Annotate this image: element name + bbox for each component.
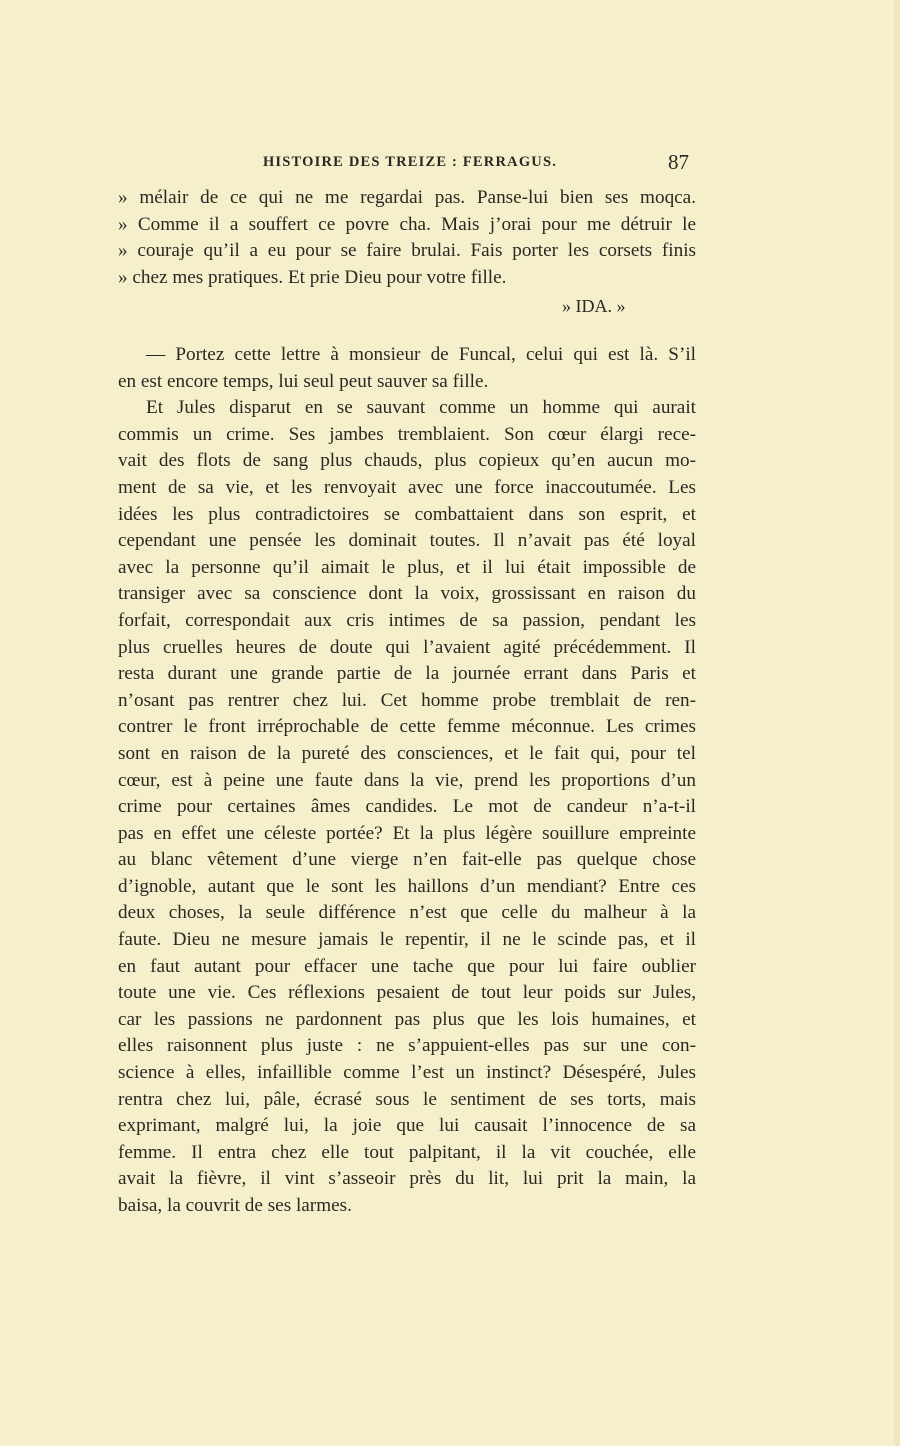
- letter-line: » Comme il a souffert ce povre cha. Mais j’orai pour me détruir le: [118, 213, 696, 235]
- letter-line: » mélair de ce qui ne me regardai pas. Panse-lui bien ses moqca.: [118, 187, 696, 208]
- text-line: cependant une pensée les dominait toutes. Il n’avait pas été loyal: [118, 530, 696, 552]
- paragraph: [118, 342, 696, 395]
- text-line: Et Jules disparut en se sauvant comme un homme qui aurait: [146, 397, 696, 419]
- text-line: science à elles, infaillible comme l’est un instinct? Désespéré, Jules: [118, 1062, 696, 1084]
- text-line: vait des flots de sang plus chauds, plus copieux qu’en aucun mo-: [118, 450, 696, 472]
- paragraph: [118, 395, 696, 1219]
- text-line: deux choses, la seule différence n’est que celle du malheur à la: [118, 902, 696, 924]
- text-line: plus cruelles heures de doute qui l’avaient agité précédemment. Il: [118, 636, 696, 658]
- text-line: — Portez cette lettre à monsieur de Funcal, celui qui est là. S’il: [146, 344, 696, 365]
- text-line: resta durant une grande partie de la journée errant dans Paris et: [118, 663, 696, 685]
- text-line: elles raisonnent plus juste : ne s’appuient-elles pas sur une con-: [118, 1035, 696, 1057]
- text-line: pas en effet une céleste portée? Et la plus légère souillure empreinte: [118, 822, 696, 844]
- running-title: HISTOIRE DES TREIZE : FERRAGUS.: [262, 154, 558, 170]
- text-line: contrer le front irréprochable de cette femme méconnue. Les crimes: [118, 716, 696, 738]
- letter-signature: » IDA. »: [562, 296, 626, 316]
- text-line: cœur, est à peine une faute dans la vie, prend les proportions d’un: [118, 769, 696, 791]
- text-line: sont en raison de la pureté des consciences, et le fait qui, pour tel: [118, 742, 696, 764]
- text-line: forfait, correspondait aux cris intimes de sa passion, pendant les: [118, 609, 696, 631]
- text-line: commis un crime. Ses jambes tremblaient. Son cœur élargi rece-: [118, 423, 696, 445]
- text-line: faute. Dieu ne mesure jamais le repentir, il ne le scinde pas, et il: [118, 929, 696, 951]
- letter-line: » couraje qu’il a eu pour se faire brulai. Fais porter les corsets finis: [118, 240, 696, 262]
- page-edge: [894, 0, 900, 1446]
- text-line: en est encore temps, lui seul peut sauver sa fille.: [118, 370, 489, 392]
- text-line: avait la fièvre, il vint s’asseoir près du lit, lui prit la main, la: [118, 1168, 696, 1190]
- text-line: toute une vie. Ces réflexions pesaient de tout leur poids sur Jules,: [118, 982, 696, 1004]
- text-line: baisa, la couvrit de ses larmes.: [118, 1195, 352, 1216]
- text-line: exprimant, malgré lui, la joie que lui causait l’innocence de sa: [118, 1115, 696, 1137]
- text-line: d’ignoble, autant que le sont les haillons d’un mendiant? Entre ces: [118, 875, 696, 897]
- text-line: n’osant pas rentrer chez lui. Cet homme probe tremblait de ren-: [118, 689, 696, 711]
- text-line: avec la personne qu’il aimait le plus, et il lui était impossible de: [118, 556, 696, 578]
- page-number: 87: [668, 150, 689, 174]
- text-line: au blanc vêtement d’une vierge n’en fait-elle pas quelque chose: [118, 849, 696, 871]
- letter-line: » chez mes pratiques. Et prie Dieu pour votre fille.: [118, 266, 507, 288]
- body-text: [118, 342, 696, 1220]
- text-line: rentra chez lui, pâle, écrasé sous le sentiment de ses torts, mais: [118, 1088, 696, 1110]
- text-line: crime pour certaines âmes candides. Le mot de candeur n’a-t-il: [118, 796, 696, 818]
- text-line: idées les plus contradictoires se combattaient dans son esprit, et: [118, 503, 696, 525]
- text-line: en faut autant pour effacer une tache que pour lui faire oublier: [118, 955, 696, 977]
- text-line: ment de sa vie, et les renvoyait avec une force inaccoutumée. Les: [118, 476, 696, 498]
- text-line: car les passions ne pardonnent pas plus que les lois humaines, et: [118, 1008, 696, 1030]
- text-line: transiger avec sa conscience dont la voix, grossissant en raison du: [118, 583, 696, 605]
- letter-text: [118, 185, 696, 291]
- text-line: femme. Il entra chez elle tout palpitant, il la vit couchée, elle: [118, 1141, 696, 1163]
